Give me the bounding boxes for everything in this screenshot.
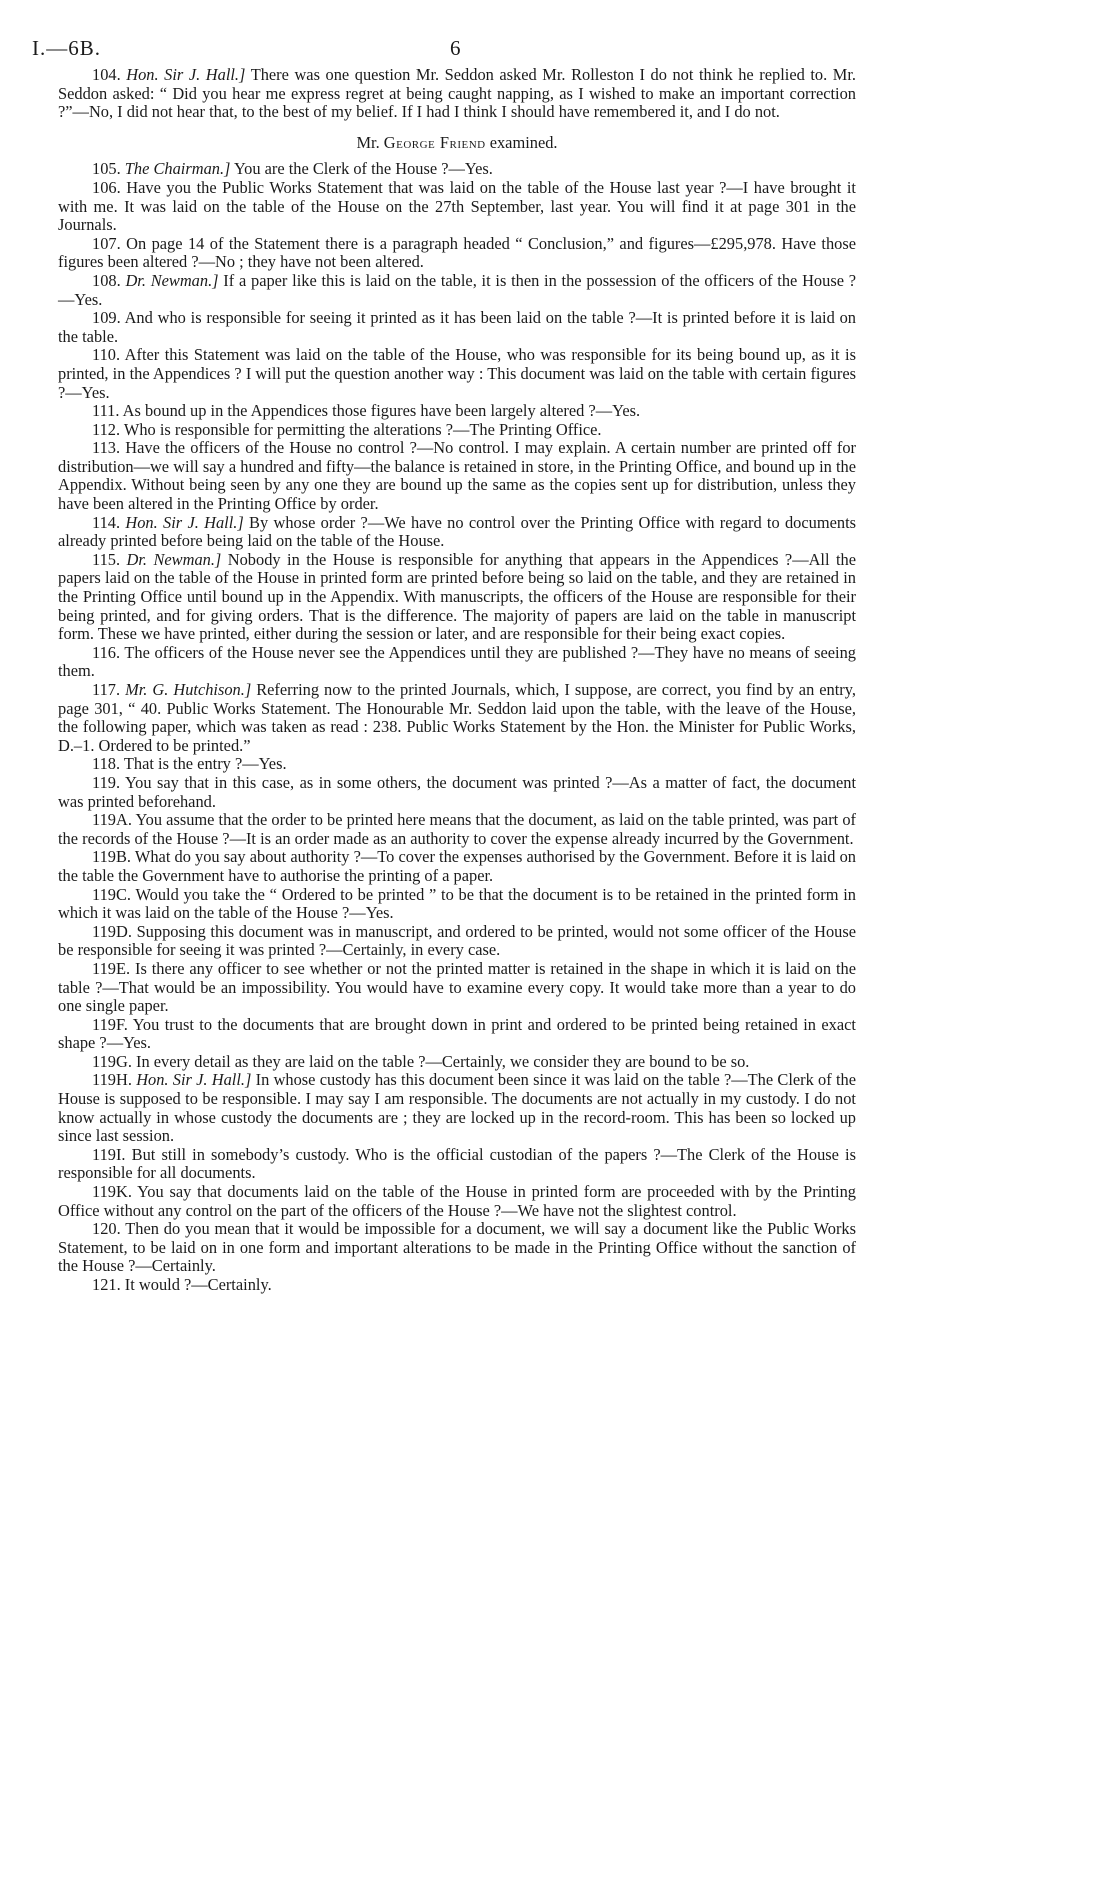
question-text: Referring now to the printed Journals, which, I suppose, are correct, you find by an entry, page 301, “ 40. Public Works Statement. The Honourable Mr. Seddon laid upon the table, with the leave of the House, the following paper, which was taken as read : 238. Public Works Statement by the Hon. the Minister for Public Works, D.–1. Ordered to be printed.” (58, 680, 856, 755)
question-number: 116. (92, 642, 121, 662)
question-text: You say that in this case, as in some others, the document was printed ?—As a matter of fact, the document was printed beforehand. (58, 772, 856, 811)
question-number: 119K. (92, 1182, 132, 1202)
question-paragraph (58, 179, 856, 235)
question-text: As bound up in the Appendices those figures have been largely altered ?—Yes. (122, 401, 641, 421)
question-number: 106. (92, 177, 121, 197)
question-number: 113. (92, 438, 121, 458)
question-text: In every detail as they are laid on the table ?—Certainly, we consider they are bound to be so. (136, 1051, 750, 1071)
question-paragraph (58, 514, 856, 551)
question-text: In whose custody has this document been since it was laid on the table ?—The Clerk of the House is supposed to be responsible. I may say I am responsible. The documents are not actually in my custody. I do not know actually in whose custody the documents are ; they are locked up in the record-room. This has been so locked up since last session. (58, 1070, 856, 1146)
question-number: 119D. (92, 921, 132, 941)
speaker-name: Mr. G. Hutchison.] (125, 680, 252, 699)
question-paragraph (58, 235, 856, 272)
question-text: What do you say about authority ?—To cover the expenses authorised by the Government. Before it is laid on the table the Government have to authorise the printing of a paper. (58, 847, 856, 885)
question-paragraph (58, 1016, 856, 1053)
question-paragraph (58, 439, 856, 513)
question-number: 107. (92, 233, 121, 253)
question-paragraph (58, 1146, 856, 1183)
question-number: 119E. (92, 958, 131, 978)
speaker-name: Hon. Sir J. Hall.] (125, 512, 244, 532)
witness-heading (58, 134, 856, 153)
question-text: Is there any officer to see whether or not the printed matter is retained in the shape in which it is laid on the table ?—That would be an impossibility. You would have to examine every copy. It would take more than a year to do one single paper. (58, 958, 856, 1016)
question-number: 119A. (92, 810, 132, 830)
question-number: 108. (92, 270, 121, 290)
question-text: If a paper like this is laid on the table, it is then in the possession of the officers of the House ?—Yes. (58, 270, 856, 309)
question-number: 117. (92, 680, 121, 699)
question-text: That is the entry ?—Yes. (123, 754, 287, 774)
question-text: Then do you mean that it would be impossible for a document, we will say a document like the Public Works Statement, to be laid on in one form and important alterations to be made in the Printing Office without the sanction of the House ?—Certainly. (58, 1219, 856, 1276)
speaker-name: Dr. Newman.] (125, 270, 219, 290)
question-text: It would ?—Certainly. (124, 1275, 272, 1294)
heading-suffix: examined. (485, 132, 558, 152)
question-paragraph (58, 551, 856, 644)
question-paragraph (58, 402, 856, 421)
question-paragraph (58, 1053, 856, 1072)
question-text: But still in somebody’s custody. Who is the official custodian of the papers ?—The Clerk of the House is responsible for all documents. (58, 1144, 856, 1183)
question-text: The officers of the House never see the Appendices until they are published ?—They have no means of seeing them. (58, 642, 856, 681)
question-text: Nobody in the House is responsible for anything that appears in the Appendices ?—All the papers laid on the table of the House in printed form are printed before being so laid on the table, and they are retained in the Printing Office until bound up in the Appendix. With manuscripts, the officers of the House are responsible for their being printed, and for giving orders. That is the difference. The majority of papers are laid on the table in manuscript form. These we have printed, either during the session or later, and are responsible for their being exact copies. (58, 549, 857, 644)
question-number: 119. (92, 772, 121, 792)
question-text: Have the officers of the House no control ?—No control. I may explain. A certain number are printed off for distribution—we will say a hundred and fifty—the balance is retained in store, in the Printing Office, and bound up in the Appendix. Without being seen by any one they are bound up the same as the copies sent up for distribution, unless they have been altered in the Printing Office by order. (58, 438, 856, 514)
question-text: Would you take the “ Ordered to be printed ” to be that the document is to be retained in the printed form in which it was laid on the table of the House ?—Yes. (58, 884, 856, 923)
page-header (32, 30, 856, 66)
question-paragraph (58, 644, 856, 681)
question-text: You are the Clerk of the House ?—Yes. (230, 159, 493, 179)
speaker-name: Dr. Newman.] (126, 549, 222, 569)
question-paragraph (58, 346, 856, 402)
question-text: And who is responsible for seeing it printed as it has been laid on the table ?—It is printed before it is laid on the table. (58, 308, 856, 346)
question-paragraph (58, 755, 856, 774)
question-paragraph (58, 1071, 856, 1145)
question-paragraph (58, 811, 856, 848)
question-paragraph (58, 774, 856, 811)
speaker-name: Hon. Sir J. Hall.] (126, 65, 246, 84)
intro-section (58, 66, 856, 122)
question-paragraph (58, 272, 856, 309)
question-text: You say that documents laid on the table of the House in printed form are proceeded with by the Printing Office without any control on the part of the officers of the House ?—We have not the slightest control. (58, 1182, 856, 1220)
question-number: 114. (92, 512, 121, 532)
question-paragraph (58, 1220, 856, 1276)
question-text: After this Statement was laid on the table of the House, who was responsible for its being bound up, as it is printed, in the Appendices ? I will put the question another way : This document was laid on the table with certain figures ?—Yes. (58, 345, 856, 402)
speaker-name: The Chairman.] (124, 159, 231, 179)
page-number: 6 (450, 36, 461, 60)
question-text: You trust to the documents that are brought down in print and ordered to be printed being retained in exact shape ?—Yes. (58, 1014, 856, 1053)
paper-reference: I.—6B. (32, 36, 101, 60)
question-paragraph (58, 309, 856, 346)
question-paragraph (58, 1276, 856, 1295)
question-number: 120. (92, 1219, 121, 1239)
question-paragraph (58, 1183, 856, 1220)
question-number: 121. (92, 1275, 121, 1294)
document-page (32, 30, 857, 1295)
question-number: 112. (92, 419, 121, 439)
question-number: 110. (92, 345, 121, 365)
question-paragraph (58, 960, 856, 1016)
question-text: You assume that the order to be printed here means that the document, as laid on the table printed, was part of the records of the House ?—It is an order made as an authority to cover the expense already incurred by the Government. (58, 810, 856, 848)
question-paragraph (58, 848, 856, 885)
question-number: 111. (92, 401, 120, 421)
question-text: On page 14 of the Statement there is a paragraph headed “ Conclusion,” and figures—£295,978. Have those figures been altered ?—No ; they have not been altered. (58, 233, 856, 272)
question-paragraph (58, 681, 856, 755)
question-number: 119F. (92, 1014, 128, 1034)
question-paragraph (58, 421, 856, 440)
question-number: 115. (92, 549, 121, 569)
question-number: 119H. (92, 1070, 132, 1090)
heading-prefix: Mr. (356, 132, 384, 152)
question-paragraph (58, 160, 856, 179)
examination-entries (58, 160, 856, 1294)
question-paragraph (58, 923, 856, 960)
question-paragraph (58, 886, 856, 923)
question-text: Who is responsible for permitting the alterations ?—The Printing Office. (123, 419, 602, 439)
witness-name: George Friend (383, 132, 486, 152)
question-text: Have you the Public Works Statement that was laid on the table of the House last year ?—I have brought it with me. It was laid on the table of the House on the 27th September, last year. You will find it at page 301 in the Journals. (58, 177, 856, 235)
speaker-name: Hon. Sir J. Hall.] (136, 1070, 252, 1090)
question-text: By whose order ?—We have no control over the Printing Office with regard to documents already printed before being laid on the table of the House. (58, 512, 856, 551)
question-number: 109. (92, 308, 121, 328)
question-number: 105. (92, 159, 121, 179)
question-number: 119I. (92, 1144, 126, 1164)
question-number: 104. (92, 65, 121, 84)
question-number: 118. (92, 754, 121, 774)
question-text: There was one question Mr. Seddon asked Mr. Rolleston I do not think he replied to. Mr. Seddon asked: “ Did you hear me express regret at being caught napping, as I wished to make an important correction ?”—No, I did not hear that, to the best of my belief. If I had I think I should have remembered it, and I do not. (58, 65, 856, 122)
question-paragraph (58, 66, 856, 122)
question-text: Supposing this document was in manuscript, and ordered to be printed, would not some officer of the House be responsible for seeing it was printed ?—Certainly, in every case. (58, 921, 856, 960)
question-number: 119B. (92, 847, 132, 867)
question-number: 119C. (92, 884, 132, 904)
question-number: 119G. (92, 1051, 132, 1071)
